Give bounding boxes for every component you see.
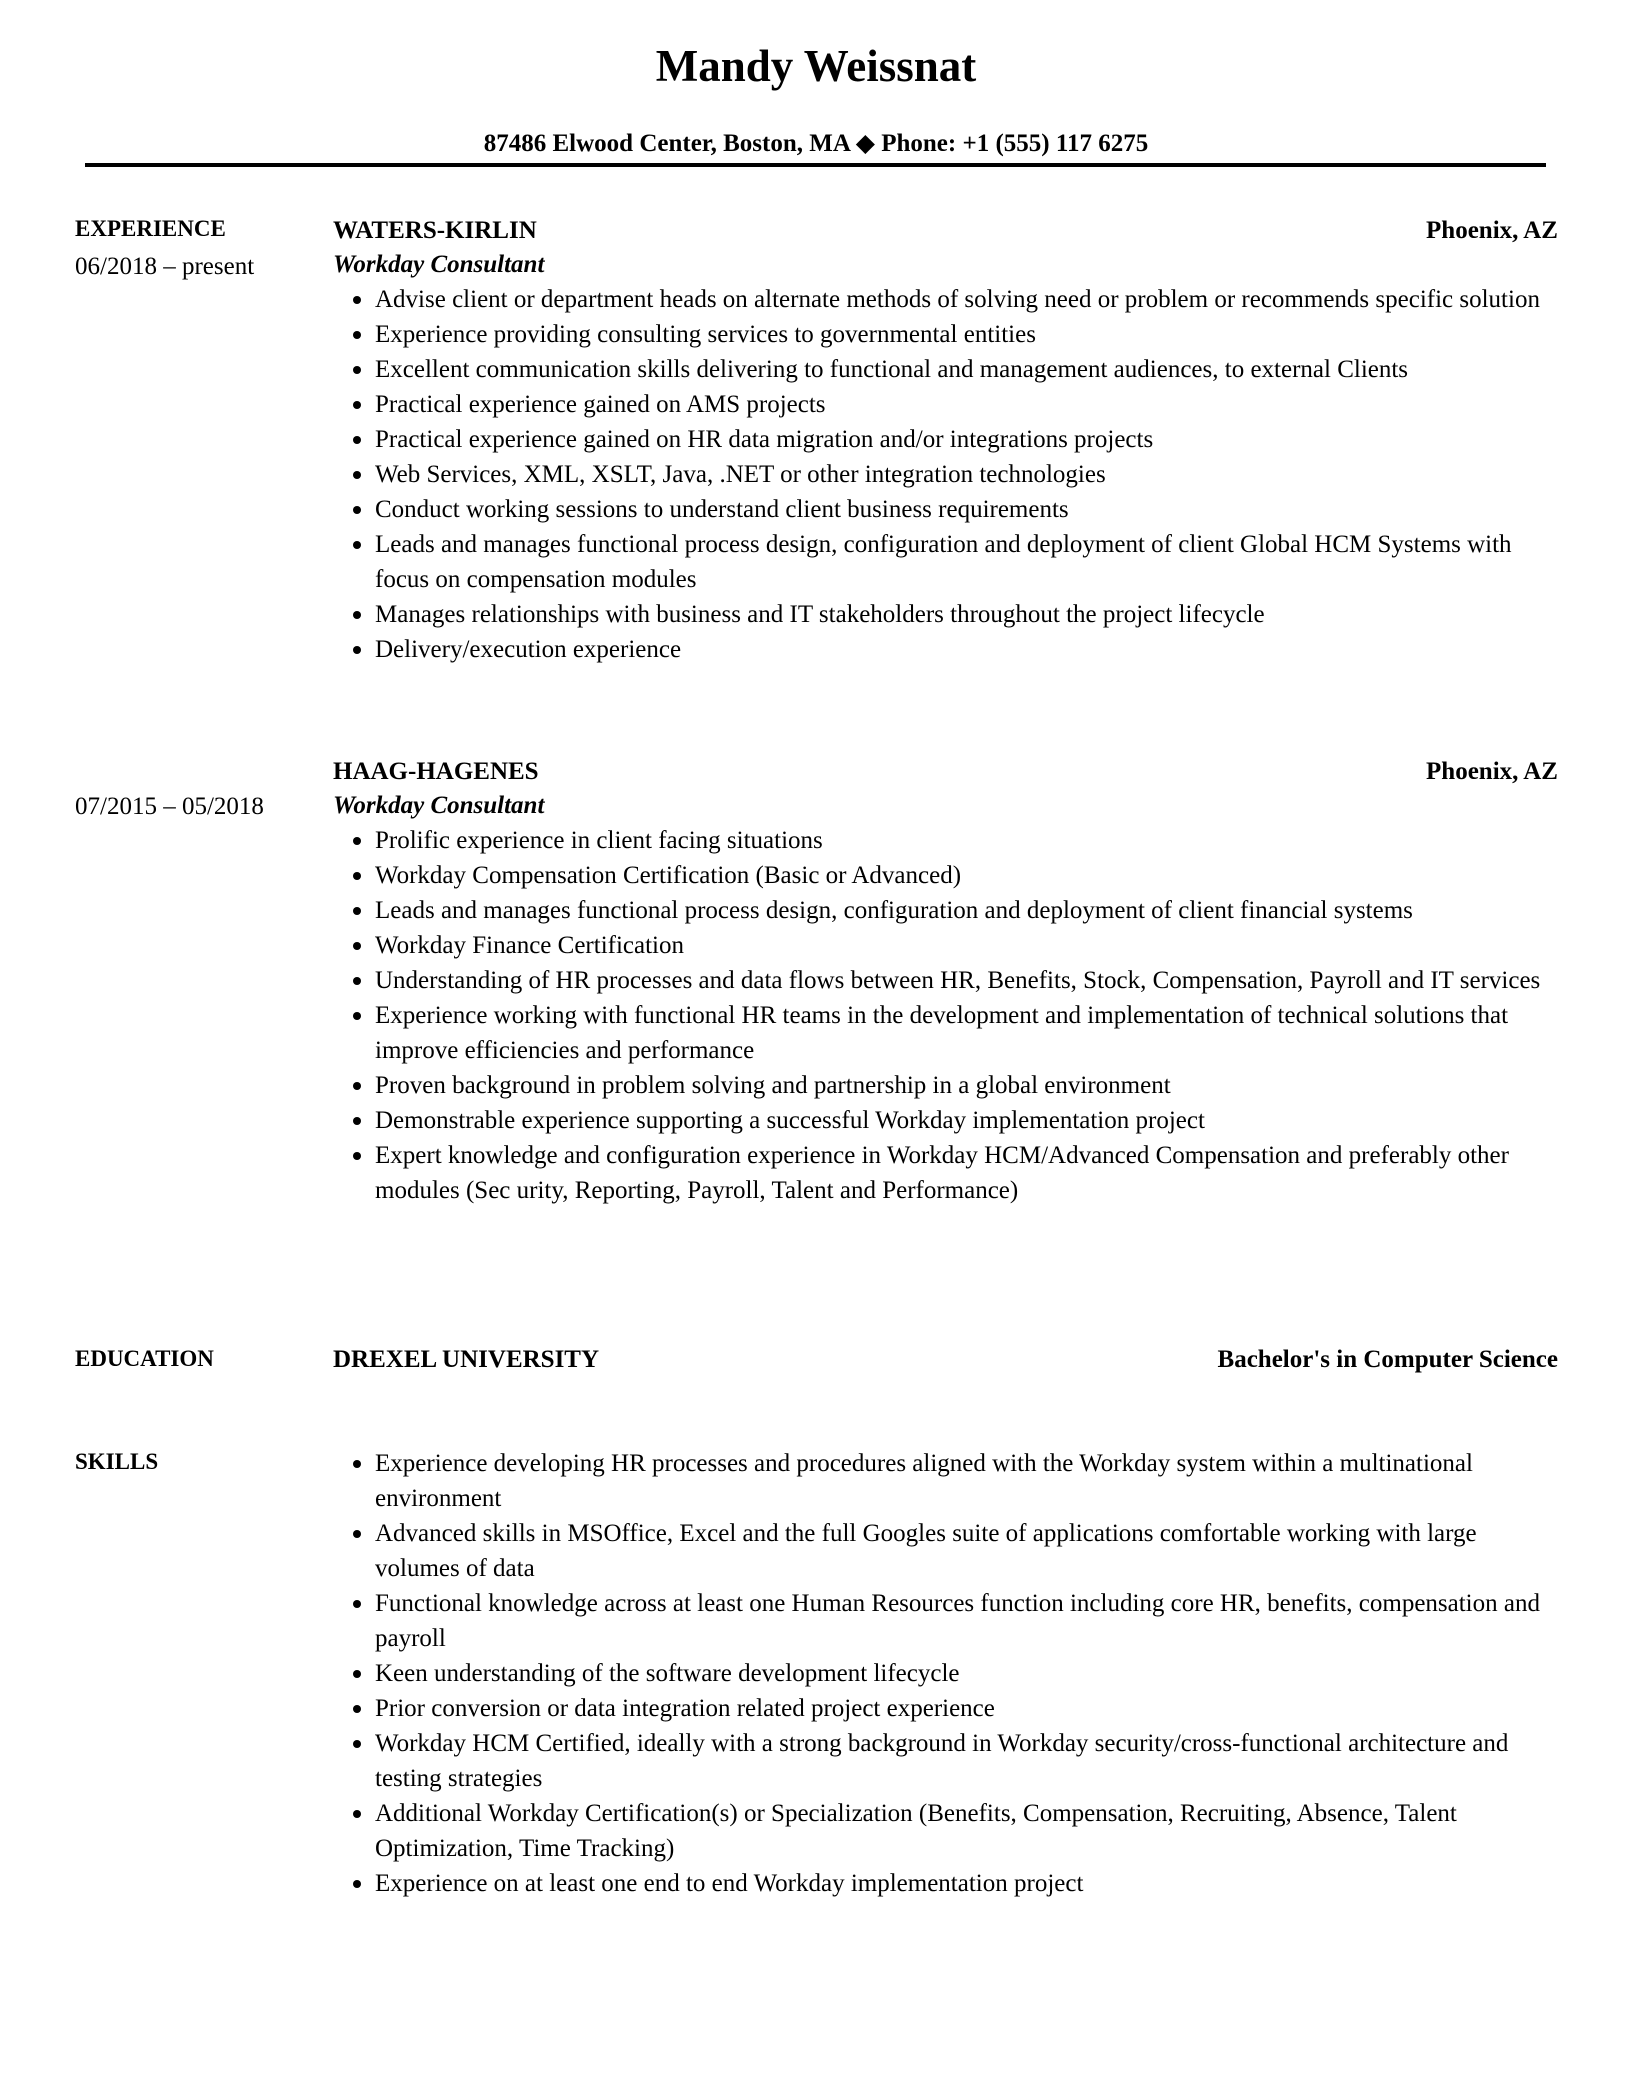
bullet-icon [353,1705,361,1713]
bullet-text: Expert knowledge and configuration experience in Workday HCM/Advanced Compensation and preferably other modules (Sec urity, Reporting, Payroll, Talent and Performance) [375,1142,1509,1204]
bullet-text: Excellent communication skills delivering to functional and management audiences, to external Clients [375,356,1409,383]
list-item [333,1138,1558,1208]
bullet-icon [353,872,361,880]
bullet-icon [353,1117,361,1125]
list-item [333,317,1558,352]
header-divider [85,163,1546,167]
list-item [333,1796,1558,1866]
job-entry [333,214,1558,667]
list-item [333,387,1558,422]
list-item [333,1516,1558,1586]
job-entry [333,755,1558,1208]
bullet-text: Prolific experience in client facing situations [375,827,823,854]
job-bullets [333,282,1558,667]
bullet-icon [353,541,361,549]
bullet-text: Prior conversion or data integration related project experience [375,1695,995,1722]
list-item [333,492,1558,527]
bullet-text: Workday Compensation Certification (Basic or Advanced) [375,862,962,889]
list-item [333,422,1558,457]
section-label-experience: EXPERIENCE [75,216,226,241]
bullet-text: Proven background in problem solving and partnership in a global environment [375,1072,1171,1099]
list-item [333,457,1558,492]
bullet-icon [353,1670,361,1678]
bullet-text: Conduct working sessions to understand client business requirements [375,496,1069,523]
section-label-skills: SKILLS [75,1449,159,1474]
bullet-icon [353,366,361,374]
job-location: Phoenix, AZ [1426,217,1558,244]
section-label-education: EDUCATION [75,1346,214,1371]
bullet-text: Workday Finance Certification [375,932,684,959]
job-header [333,755,1558,789]
bullet-icon [353,1082,361,1090]
bullet-text: Practical experience gained on AMS projects [375,391,826,418]
list-item [333,632,1558,667]
bullet-text: Experience working with functional HR teams in the development and implementation of technical solutions that improve efficiencies and performance [375,1002,1509,1064]
list-item [333,597,1558,632]
bullet-icon [353,977,361,985]
skills-bullets [333,1446,1558,1901]
bullet-text: Additional Workday Certification(s) or Specialization (Benefits, Compensation, Recruiting, Absence, Talent Optimization, Time Tracking) [375,1800,1457,1862]
job-location: Phoenix, AZ [1426,758,1558,785]
bullet-text: Workday HCM Certified, ideally with a strong background in Workday security/cross-functional architecture and testing strategies [375,1730,1509,1792]
list-item [333,858,1558,893]
bullet-icon [353,837,361,845]
bullet-icon [353,646,361,654]
bullet-text: Manages relationships with business and IT stakeholders throughout the project lifecycle [375,601,1265,628]
bullet-icon [353,401,361,409]
list-item [333,352,1558,387]
bullet-text: Web Services, XML, XSLT, Java, .NET or other integration technologies [375,461,1106,488]
bullet-icon [353,506,361,514]
bullet-icon [353,1600,361,1608]
degree: Bachelor's in Computer Science [1217,1346,1558,1373]
bullet-text: Advise client or department heads on alternate methods of solving need or problem or recommends specific solution [375,286,1540,313]
bullet-text: Understanding of HR processes and data flows between HR, Benefits, Stock, Compensation, Payroll and IT services [375,967,1541,994]
bullet-text: Leads and manages functional process design, configuration and deployment of client Global HCM Systems with focus on compensation modules [375,531,1512,593]
list-item [333,963,1558,998]
list-item [333,998,1558,1068]
bullet-text: Experience providing consulting services to governmental entities [375,321,1036,348]
bullet-icon [353,1012,361,1020]
bullet-text: Functional knowledge across at least one Human Resources function including core HR, benefits, compensation and payroll [375,1590,1540,1652]
bullet-icon [353,331,361,339]
job-bullets [333,823,1558,1208]
company-name: HAAG-HAGENES [333,758,539,785]
job-title: Workday Consultant [333,251,545,278]
bullet-icon [353,1530,361,1538]
list-item [333,1866,1558,1901]
list-item [333,1068,1558,1103]
list-item [333,282,1558,317]
bullet-icon [353,1740,361,1748]
list-item [333,1103,1558,1138]
bullet-icon [353,942,361,950]
bullet-icon [353,1152,361,1160]
bullet-text: Demonstrable experience supporting a successful Workday implementation project [375,1107,1205,1134]
job-title: Workday Consultant [333,792,545,819]
candidate-name: Mandy Weissnat [655,41,977,91]
bullet-icon [353,471,361,479]
list-item [333,1656,1558,1691]
school-name: DREXEL UNIVERSITY [333,1346,600,1373]
bullet-icon [353,1460,361,1468]
list-item [333,893,1558,928]
bullet-text: Keen understanding of the software development lifecycle [375,1660,960,1687]
bullet-text: Advanced skills in MSOffice, Excel and the full Googles suite of applications comfortable working with large volumes of data [375,1520,1477,1582]
bullet-icon [353,907,361,915]
bullet-text: Experience on at least one end to end Workday implementation project [375,1870,1084,1897]
list-item [333,1691,1558,1726]
education-header [333,1343,1558,1377]
bullet-text: Leads and manages functional process design, configuration and deployment of client financial systems [375,897,1413,924]
list-item [333,1726,1558,1796]
list-item [333,1586,1558,1656]
list-item [333,928,1558,963]
bullet-text: Experience developing HR processes and procedures aligned with the Workday system within a multinational environment [375,1450,1473,1512]
job-header [333,214,1558,248]
bullet-text: Practical experience gained on HR data migration and/or integrations projects [375,426,1154,453]
bullet-icon [353,611,361,619]
skills-entry [333,1446,1558,1901]
list-item [333,527,1558,597]
bullet-icon [353,1880,361,1888]
list-item [333,823,1558,858]
bullet-icon [353,436,361,444]
contact-line: 87486 Elwood Center, Boston, MA ◆ Phone: +1 (555) 117 6275 [483,130,1149,157]
job-dates: 06/2018 – present [75,253,255,280]
education-entry [333,1343,1558,1377]
bullet-icon [353,1810,361,1818]
job-dates: 07/2015 – 05/2018 [75,793,264,820]
bullet-icon [353,296,361,304]
company-name: WATERS-KIRLIN [333,217,537,244]
bullet-text: Delivery/execution experience [375,636,682,663]
list-item [333,1446,1558,1516]
